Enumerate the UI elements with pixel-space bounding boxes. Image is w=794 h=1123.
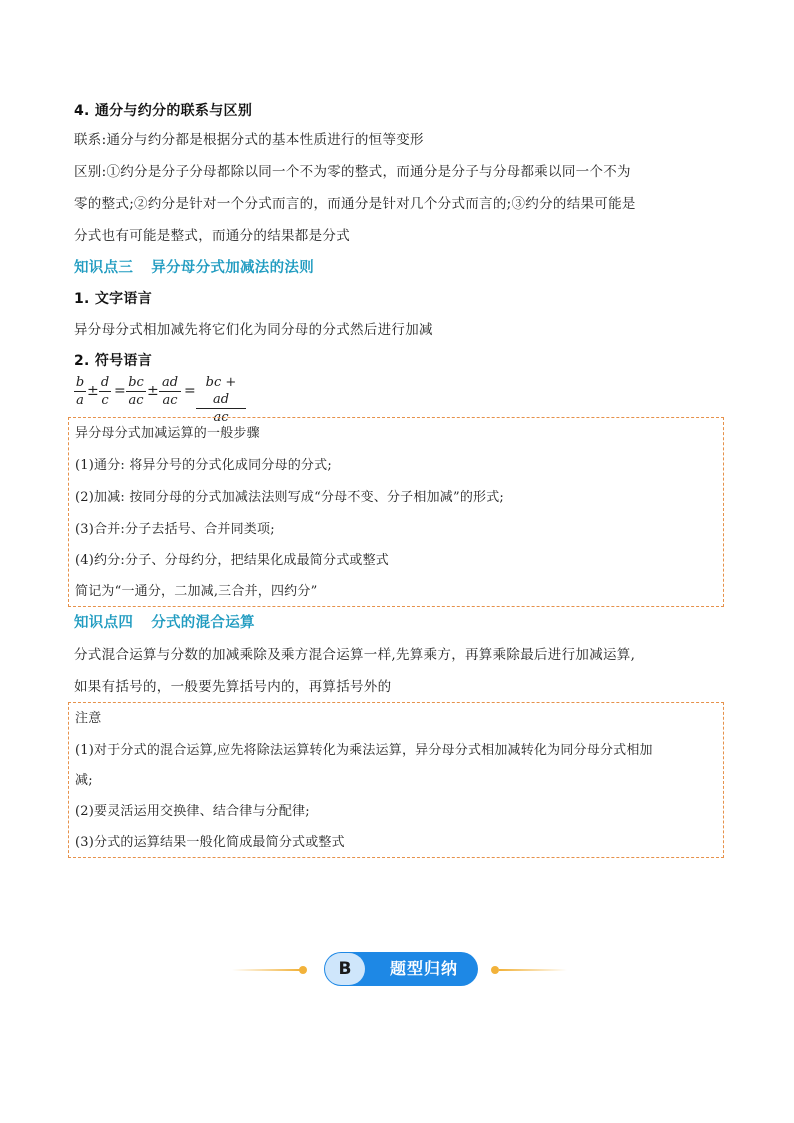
knowledge-point-3-label: 知识点三 (74, 260, 134, 276)
knowledge-point-3-heading (74, 258, 314, 278)
note-1-continued: 减; (75, 773, 93, 788)
step-2: (2)加减: 按同分母的分式加减法法则写成“分母不变、分子相加减”的形式; (75, 490, 504, 505)
banner-line-left (232, 969, 300, 971)
steps-box-title: 异分母分式加减运算的一般步骤 (75, 426, 260, 441)
subsection-title-text-language: 1. 文字语言 (74, 291, 153, 307)
equals-sign: = (184, 383, 196, 399)
fraction-d-over-c: $\frac{d}{c}$ (100, 375, 110, 408)
fraction-sum-over-ac: $\frac{bc + ad}{ac}$ (196, 374, 246, 426)
section4-line-4: 分式也有可能是整式，而通分的结果都是分式 (74, 228, 350, 244)
banner-letter: B (325, 953, 365, 985)
steps-box (68, 417, 724, 607)
section4-line-1: 联系:通分与约分都是根据分式的基本性质进行的恒等变形 (74, 132, 424, 148)
mixed-operation-line-2: 如果有括号的，一般要先算括号内的，再算括号外的 (74, 679, 392, 695)
step-4: (4)约分:分子、分母约分，把结果化成最简分式或整式 (75, 553, 389, 568)
steps-summary: 简记为“一通分，二加减,三合并，四约分” (75, 584, 318, 599)
step-1: (1)通分: 将异分号的分式化成同分母的分式; (75, 458, 332, 473)
equals-sign: = (114, 383, 126, 399)
step-3: (3)合并:分子去括号、合并同类项; (75, 522, 275, 537)
section4-line-3: 零的整式;②约分是针对一个分式而言的，而通分是针对几个分式而言的;③约分的结果可能是 (74, 196, 636, 212)
section-title-4: 4. 通分与约分的联系与区别 (74, 103, 253, 119)
subsection-title-symbol-language: 2. 符号语言 (74, 353, 153, 369)
fraction-b-over-a: $\frac{b}{a}$ (75, 375, 85, 408)
note-box (68, 702, 724, 858)
text-language-content: 异分母分式相加减先将它们化为同分母的分式然后进行加减 (74, 322, 433, 338)
banner-dot-left (299, 966, 307, 974)
banner-title: 题型归纳 (389, 959, 458, 978)
note-3: (3)分式的运算结果一般化简成最简分式或整式 (75, 835, 345, 850)
knowledge-point-3-title: 异分母分式加减法的法则 (151, 260, 315, 276)
fraction-bc-over-ac: $\frac{bc}{ac}$ (126, 374, 146, 409)
section4-line-2: 区别:①约分是分子分母都除以同一个不为零的整式，而通分是分子与分母都乘以同一个不为 (74, 164, 631, 180)
fraction-ad-over-ac: $\frac{ad}{ac}$ (159, 374, 181, 409)
mixed-operation-line-1: 分式混合运算与分数的加减乘除及乘方混合运算一样,先算乘方，再算乘除最后进行加减运算, (74, 647, 636, 663)
note-title: 注意 (75, 711, 102, 726)
banner-line-right (499, 969, 567, 971)
knowledge-point-4-title: 分式的混合运算 (151, 615, 255, 631)
plus-minus-sign: ± (147, 383, 159, 399)
knowledge-point-4-label: 知识点四 (74, 615, 134, 631)
note-1: (1)对于分式的混合运算,应先将除法运算转化为乘法运算，异分母分式相加减转化为同分母分式相加 (75, 743, 653, 758)
banner-dot-right (491, 966, 499, 974)
note-2: (2)要灵活运用交换律、结合律与分配律; (75, 804, 310, 819)
plus-minus-sign: ± (87, 383, 99, 399)
knowledge-point-4-heading (74, 613, 255, 633)
